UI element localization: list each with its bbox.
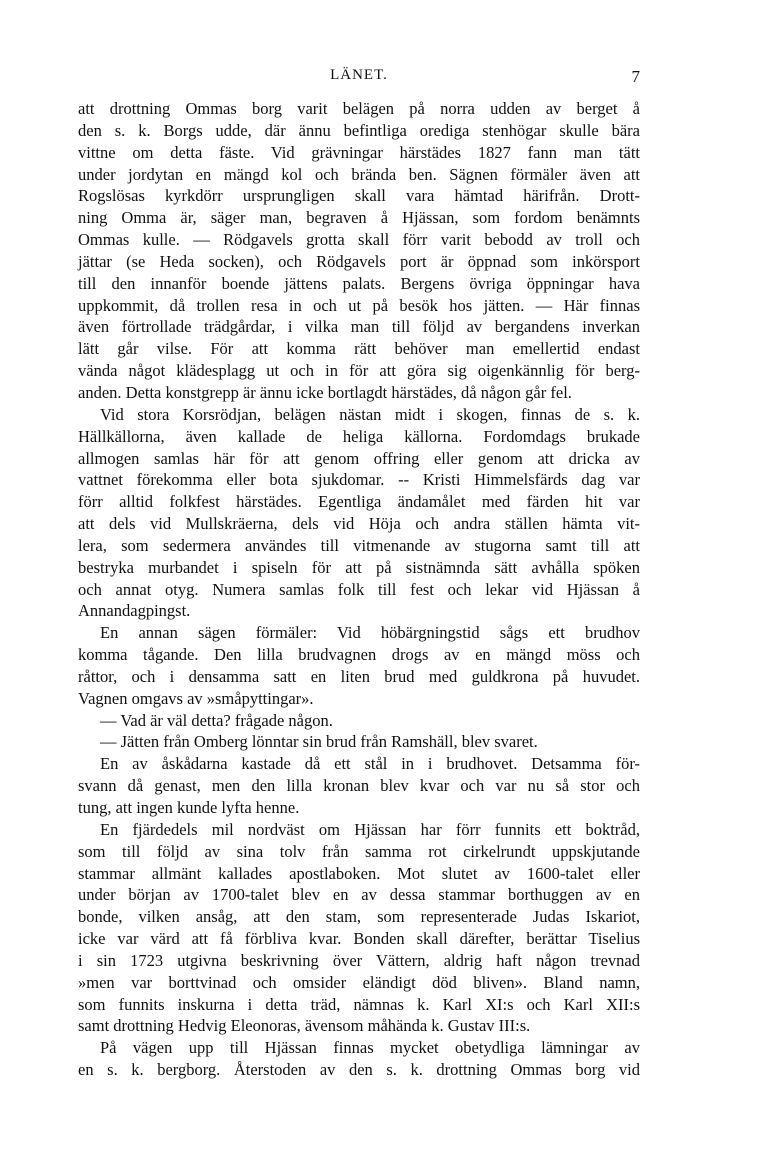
text-line: råttor, och i densamma satt en liten brud med guldkrona på huvudet. bbox=[78, 666, 640, 686]
text-line: vända något klädesplagg ut och in för att göra sig oigenkännlig för berg- bbox=[78, 361, 640, 381]
body-text bbox=[78, 98, 640, 1081]
running-title: LÄNET. bbox=[330, 67, 388, 83]
text-line: — Vad är väl detta? frågade någon. bbox=[100, 710, 333, 730]
text-line: komma tågande. Den lilla brudvagnen drogs av en mängd möss och bbox=[78, 645, 640, 665]
text-line: uppkommit, då trollen resa in och ut på besök hos jätten. — Här finnas bbox=[78, 295, 640, 315]
text-line: förr alltid folkfest härstädes. Egentliga ändamålet med färden hit var bbox=[78, 492, 640, 512]
text-line: lätt går vilse. För att komma rätt behöver man emellertid endast bbox=[78, 339, 640, 359]
text-line: tung, att ingen kunde lyfta henne. bbox=[78, 798, 300, 817]
text-line: den s. k. Borgs udde, där ännu befintliga orediga stenhögar skulle bära bbox=[78, 120, 640, 140]
text-line: bestryka murbandet i spiseln för att på sistnämnda sätt avhålla spöken bbox=[78, 557, 640, 577]
text-line: att drottning Ommas borg varit belägen på norra udden av berget å bbox=[78, 99, 640, 118]
text-line: i sin 1723 utgivna beskrivning över Vättern, aldrig haft någon trevnad bbox=[78, 950, 640, 970]
text-line: en s. k. bergborg. Återstoden av den s. k. drottning Ommas borg vid bbox=[78, 1060, 640, 1080]
text-line: Rogslösas kyrkdörr ursprungligen skall vara hämtad härifrån. Drott- bbox=[78, 186, 640, 206]
text-line: under jordytan en mängd kol och brända ben. Sägnen förmäler även att bbox=[78, 164, 640, 184]
text-line: Ommas kulle. — Rödgavels grotta skall förr varit bebodd av troll och bbox=[78, 230, 640, 250]
text-line: och annat otyg. Numera samlas folk till fest och lekar vid Hjässan å bbox=[78, 579, 640, 599]
text-line: vittne om detta fäste. Vid grävningar härstädes 1827 fann man tätt bbox=[78, 142, 640, 162]
text-line: Hällkällorna, även kallade de heliga källorna. Fordomdags brukade bbox=[78, 426, 640, 446]
text-line: Annandagpingst. bbox=[78, 601, 191, 621]
text-line: Vid stora Korsrödjan, belägen nästan midt i skogen, finnas de s. k. bbox=[100, 404, 640, 424]
text-line: En annan sägen förmäler: Vid höbärgningstid sågs ett brudhov bbox=[100, 623, 640, 643]
page-number: 7 bbox=[631, 67, 640, 86]
text-line: under början av 1700-talet blev en av dessa stammar borthuggen av en bbox=[78, 885, 640, 905]
text-line: En av åskådarna kastade då ett stål in i brudhovet. Detsamma för- bbox=[100, 754, 640, 774]
text-line: samt drottning Hedvig Eleonoras, ävensom måhända k. Gustav III:s. bbox=[78, 1016, 531, 1036]
text-line: allmogen samlas här för att genom offring eller genom att dricka av bbox=[78, 448, 640, 468]
text-line: jättar (se Heda socken), och Rödgavels port är öppnad som inkörsport bbox=[78, 251, 640, 271]
text-line: lera, som sedermera användes till vitmenande av stugorna samt till att bbox=[78, 535, 640, 555]
text-line: även förtrollade trädgårdar, i vilka man till följd av bergandens inverkan bbox=[78, 317, 640, 337]
text-line: ning Omma är, säger man, begraven å Hjässan, som fordom benämnts bbox=[78, 208, 640, 228]
text-line: stammar allmänt kallades apostlaboken. Mot slutet av 1600-talet eller bbox=[78, 863, 640, 883]
text-line: som till följd av sina tolv från samma rot cirkelrundt uppskjutande bbox=[78, 841, 640, 861]
text-line: En fjärdedels mil nordväst om Hjässan har förr funnits ett boktråd, bbox=[100, 819, 640, 839]
text-line: På vägen upp till Hjässan finnas mycket obetydliga lämningar av bbox=[100, 1038, 640, 1058]
text-line: anden. Detta konstgrepp är ännu icke bortlagdt härstädes, då någon går fel. bbox=[78, 382, 572, 402]
text-line: vattnet förekomma eller bota sjukdomar. -- Kristi Himmelsfärds dag var bbox=[78, 470, 640, 490]
text-line: — Jätten från Omberg lönntar sin brud från Ramshäll, blev svaret. bbox=[100, 732, 538, 752]
text-line: att dels vid Mullskräerna, dels vid Höja och andra ställen hämta vit- bbox=[78, 514, 640, 534]
text-line: bonde, vilken ansåg, att den stam, som representerade Judas Iskariot, bbox=[78, 907, 640, 927]
text-line: »men var borttvinad och omsider eländigt död bliven». Bland namn, bbox=[78, 972, 640, 992]
page-header bbox=[78, 67, 640, 91]
text-line: till den innanför boende jättens palats. Bergens övriga öppningar hava bbox=[78, 273, 640, 293]
text-line: icke var värd att få förbliva kvar. Bonden skall därefter, berättar Tiselius bbox=[78, 929, 640, 949]
text-line: som funnits inskurna i detta träd, nämnas k. Karl XI:s och Karl XII:s bbox=[78, 994, 640, 1014]
text-line: svann då genast, men den lilla kronan blev kvar och var nu så stor och bbox=[78, 776, 640, 796]
text-line: Vagnen omgavs av »småpyttingar». bbox=[78, 688, 314, 708]
